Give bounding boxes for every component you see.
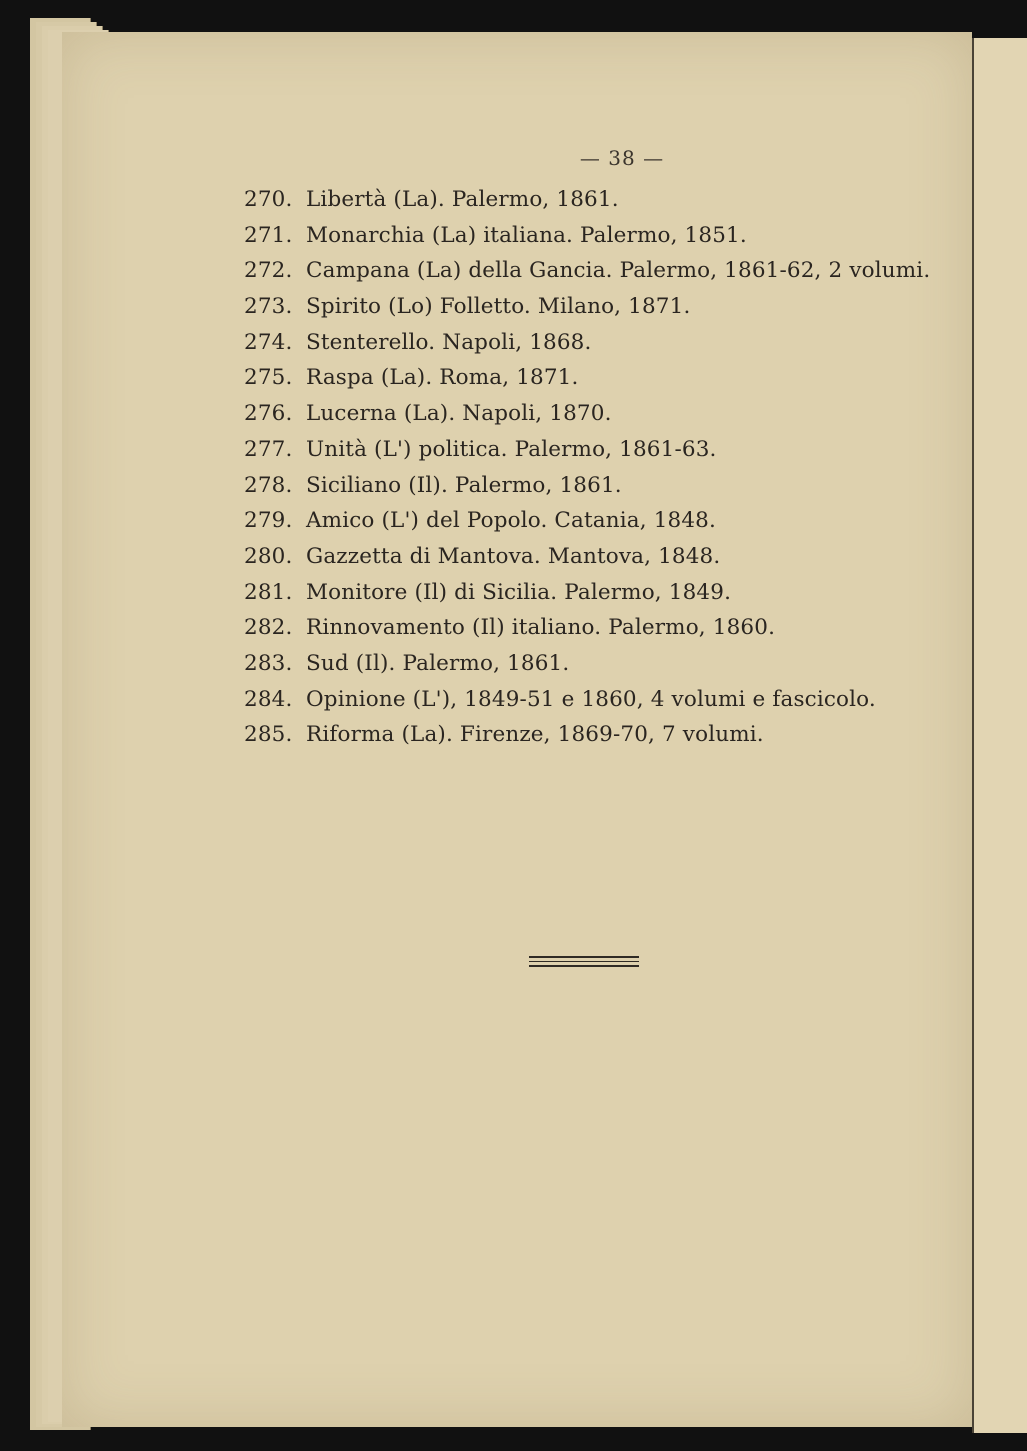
- entry-text: Campana (La) della Gancia. Palermo, 1861-62, 2 volumi.: [306, 258, 931, 284]
- entry-number: 270.: [244, 187, 293, 212]
- entry-number: 284.: [244, 686, 293, 712]
- catalog-entry: [244, 325, 930, 361]
- entry-text: Amico (L') del Popolo. Catania, 1848.: [306, 508, 716, 534]
- entry-text: Stenterello. Napoli, 1868.: [306, 329, 592, 355]
- entry-text: Spirito (Lo) Folletto. Milano, 1871.: [306, 294, 691, 320]
- catalog-entry: [244, 289, 930, 325]
- entry-number: 282.: [244, 615, 293, 641]
- entry-number: 273.: [244, 294, 293, 320]
- rule-line: [529, 965, 639, 967]
- entry-number: 281.: [244, 579, 293, 605]
- catalog-entry: [244, 539, 930, 575]
- entry-text: Sud (Il). Palermo, 1861.: [306, 650, 570, 676]
- entry-number: 275.: [244, 365, 293, 391]
- entry-text: Rinnovamento (Il) italiano. Palermo, 1860.: [306, 615, 776, 641]
- rule-line: [529, 961, 639, 963]
- catalog-entry: [244, 360, 930, 396]
- catalog-entry-list: [244, 182, 930, 753]
- facing-page-edge: [972, 38, 1027, 1433]
- entry-number: 277.: [244, 436, 293, 462]
- entry-text: Monarchia (La) italiana. Palermo, 1851.: [306, 222, 747, 248]
- catalog-entry: [244, 432, 930, 468]
- catalog-entry: [244, 468, 930, 504]
- entry-text: Libertà (La). Palermo, 1861.: [306, 187, 619, 212]
- entry-number: 283.: [244, 650, 293, 676]
- catalog-entry: [244, 682, 930, 718]
- entry-text: Lucerna (La). Napoli, 1870.: [306, 401, 612, 427]
- entry-text: Opinione (L'), 1849-51 e 1860, 4 volumi e fascicolo.: [306, 686, 876, 712]
- catalog-entry: [244, 182, 930, 218]
- entry-text: Gazzetta di Mantova. Mantova, 1848.: [306, 543, 721, 569]
- entry-number: 278.: [244, 472, 293, 498]
- catalog-entry: [244, 610, 930, 646]
- catalog-entry: [244, 575, 930, 611]
- entry-number: 279.: [244, 508, 293, 534]
- catalog-entry: [244, 253, 930, 289]
- entry-text: Riforma (La). Firenze, 1869-70, 7 volumi.: [306, 722, 764, 748]
- entry-number: 276.: [244, 401, 293, 427]
- catalog-entry: [244, 396, 930, 432]
- entry-number: 272.: [244, 258, 293, 284]
- entry-text: Unità (L') politica. Palermo, 1861-63.: [306, 436, 717, 462]
- end-rule-ornament: [529, 956, 639, 970]
- entry-number: 280.: [244, 543, 293, 569]
- entry-number: 271.: [244, 222, 293, 248]
- book-page: [62, 32, 972, 1427]
- catalog-entry: [244, 218, 930, 254]
- entry-number: 285.: [244, 722, 293, 748]
- catalog-entry: [244, 717, 930, 753]
- page-number: — 38 —: [579, 146, 665, 170]
- catalog-entry: [244, 503, 930, 539]
- entry-text: Raspa (La). Roma, 1871.: [306, 365, 579, 391]
- entry-text: Siciliano (Il). Palermo, 1861.: [306, 472, 622, 498]
- entry-text: Monitore (Il) di Sicilia. Palermo, 1849.: [306, 579, 732, 605]
- rule-line: [529, 956, 639, 958]
- entry-number: 274.: [244, 329, 293, 355]
- catalog-entry: [244, 646, 930, 682]
